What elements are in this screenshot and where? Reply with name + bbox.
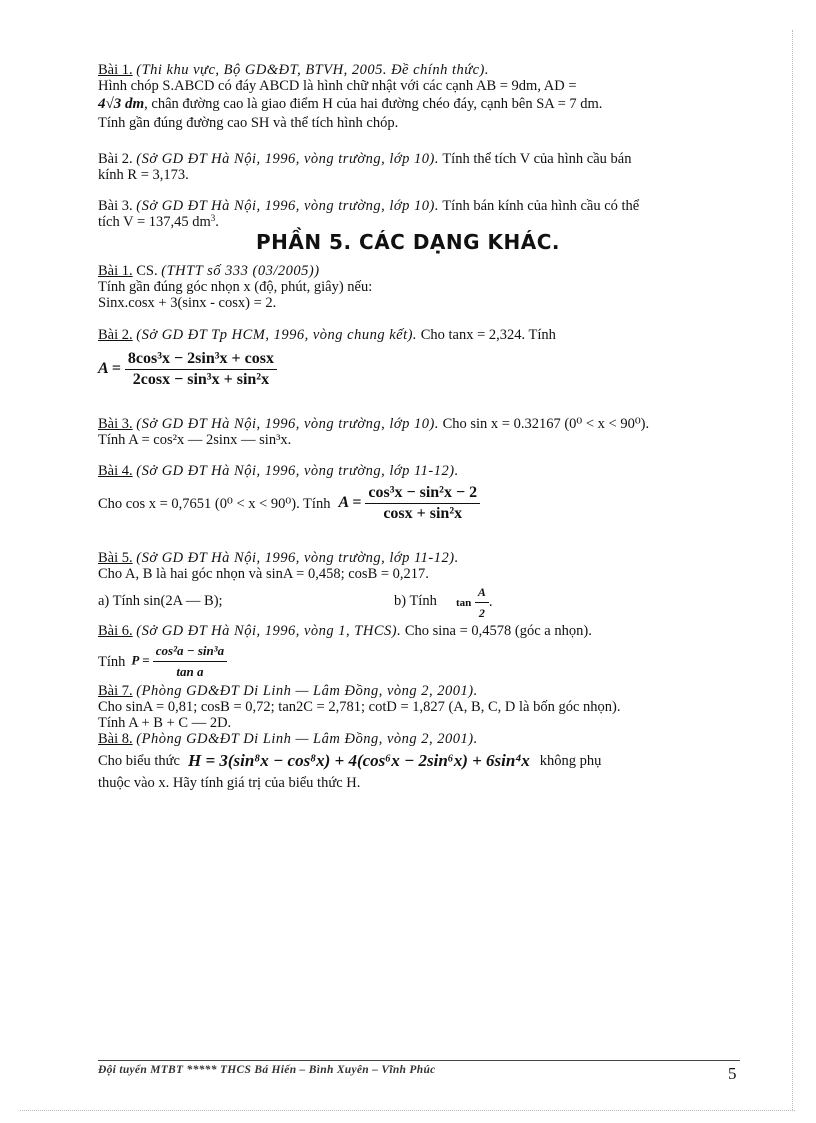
exercise-source: (THTT số 333 (03/2005)) bbox=[161, 263, 320, 279]
exercise-text: Cho sin x = 0.32167 (0⁰ < x < 90⁰). bbox=[442, 416, 650, 432]
exercise-text: Cho biểu thức bbox=[98, 753, 180, 769]
problem-label: Bài 3. bbox=[98, 198, 133, 214]
exercise-text: Cho A, B là hai góc nhọn và sinA = 0,458; cosB = 0,217. bbox=[98, 566, 429, 582]
footer-text: Đội tuyển MTBT ***** THCS Bá Hiến – Bình Xuyên – Vĩnh Phúc bbox=[98, 1064, 436, 1076]
part-b: b) Tính bbox=[394, 593, 437, 609]
problem-label: Bài 1. bbox=[98, 62, 133, 78]
exercise-text: Tính gần đúng góc nhọn x (độ, phút, giây) nếu: bbox=[98, 279, 373, 295]
page-border-right bbox=[792, 30, 793, 1110]
fraction-numerator: cos²a − sin³a bbox=[153, 643, 227, 662]
fraction-denominator: tan a bbox=[176, 664, 204, 679]
exercise-label: Bài 5. bbox=[98, 550, 133, 566]
exercise-label: Bài 4. bbox=[98, 463, 133, 479]
exercise-2 bbox=[98, 327, 740, 388]
exercise-tag: CS. bbox=[136, 263, 158, 279]
exercise-label: Bài 3. bbox=[98, 416, 133, 432]
exercise-label: Bài 7. bbox=[98, 683, 133, 699]
tan-fraction bbox=[456, 584, 493, 621]
exercise-text: không phụ bbox=[539, 753, 602, 769]
problem-3-sphere-radius bbox=[98, 198, 740, 230]
problem-text: tích V = 137,45 dm bbox=[98, 214, 211, 230]
fraction bbox=[475, 584, 489, 621]
exercise-source: (Sở GD ĐT Tp HCM, 1996, vòng chung kết). bbox=[136, 327, 418, 343]
exercise-source: (Sở GD ĐT Hà Nội, 1996, vòng trường, lớp 11-12). bbox=[136, 463, 459, 479]
formula-lhs: A = bbox=[98, 360, 121, 378]
exercise-source: (Phòng GD&ĐT Di Linh — Lâm Đồng, vòng 2, 2001). bbox=[136, 683, 478, 699]
exercise-3 bbox=[98, 416, 740, 448]
exercise-label: Bài 2. bbox=[98, 327, 133, 343]
formula-row bbox=[98, 485, 740, 522]
footer-rule bbox=[98, 1060, 740, 1061]
fraction-denominator: 2cosx − sin³x + sin²x bbox=[132, 371, 270, 388]
exercise-label: Bài 6. bbox=[98, 623, 133, 639]
punctuation: . bbox=[215, 214, 219, 230]
fraction-numerator: 8cos³x − 2sin³x + cosx bbox=[125, 351, 277, 370]
fraction-denominator: 2 bbox=[478, 606, 485, 620]
exercise-source: (Sở GD ĐT Hà Nội, 1996, vòng trường, lớp 10). bbox=[136, 416, 439, 432]
problem-source: (Sở GD ĐT Hà Nội, 1996, vòng trường, lớp 10). bbox=[136, 151, 439, 167]
page-number: 5 bbox=[728, 1064, 737, 1083]
exercise-text: thuộc vào x. Hãy tính giá trị của biểu thức H. bbox=[98, 775, 361, 791]
problem-text: Tính gần đúng đường cao SH và thể tích hình chóp. bbox=[98, 115, 399, 131]
problem-label: Bài 2. bbox=[98, 151, 133, 167]
exercise-8 bbox=[98, 731, 740, 791]
punctuation: . bbox=[488, 593, 493, 610]
problem-text: Tính thể tích V của hình cầu bán bbox=[442, 151, 632, 167]
exercise-text: Tính bbox=[98, 653, 126, 670]
exercise-5 bbox=[98, 550, 740, 618]
problem-text: Tính bán kính của hình cầu có thể bbox=[442, 198, 640, 214]
exercise-1 bbox=[98, 263, 740, 311]
exercise-source: (Sở GD ĐT Hà Nội, 1996, vòng trường, lớp 11-12). bbox=[136, 550, 459, 566]
tan-label: tan bbox=[456, 596, 472, 609]
exercise-source: (Sở GD ĐT Hà Nội, 1996, vòng 1, THCS). bbox=[136, 623, 402, 639]
exercise-label: Bài 8. bbox=[98, 731, 133, 747]
formula-lhs: P = bbox=[131, 652, 150, 668]
exercise-text: Cho tanx = 2,324. Tính bbox=[420, 327, 556, 343]
problem-text: , chân đường cao là giao điểm H của hai đường chéo đáy, cạnh bên SA = 7 dm. bbox=[144, 96, 603, 112]
exercise-text: Cho sina = 0,4578 (góc a nhọn). bbox=[404, 623, 592, 639]
exercise-4 bbox=[98, 463, 740, 522]
exercise-label: Bài 1. bbox=[98, 263, 133, 279]
exercise-text: Sinx.cosx + 3(sinx - cosx) = 2. bbox=[98, 295, 277, 311]
fraction-numerator: cos³x − sin²x − 2 bbox=[365, 485, 480, 504]
exercise-6 bbox=[98, 623, 740, 680]
formula-H: H = 3(sin⁸x − cos⁸x) + 4(cos⁶x − 2sin⁶x) + 6sin⁴x bbox=[187, 751, 530, 770]
math-value: 4√3 dm bbox=[98, 96, 145, 112]
fraction-denominator: cosx + sin²x bbox=[383, 505, 463, 522]
superscript: 3 bbox=[210, 213, 216, 223]
formula-A bbox=[98, 351, 740, 388]
problem-source: (Thi khu vực, Bộ GD&ĐT, BTVH, 2005. Đề chính thức). bbox=[136, 62, 490, 78]
problem-1-pyramid bbox=[98, 62, 740, 131]
formula-row bbox=[98, 753, 740, 769]
fraction bbox=[365, 485, 480, 522]
problem-text: Hình chóp S.ABCD có đáy ABCD là hình chữ nhật với các cạnh AB = 9dm, AD = bbox=[98, 78, 577, 94]
exercise-parts bbox=[98, 584, 740, 618]
problem-2-sphere-volume bbox=[98, 151, 740, 183]
part-a: a) Tính sin(2A — B); bbox=[98, 593, 223, 609]
problem-source: (Sở GD ĐT Hà Nội, 1996, vòng trường, lớp 10). bbox=[136, 198, 439, 214]
exercise-text: Cho sinA = 0,81; cosB = 0,72; tan2C = 2,781; cotD = 1,827 (A, B, C, D là bốn góc nhọn). bbox=[98, 699, 621, 715]
formula-row bbox=[98, 643, 740, 680]
exercise-text: Tính A = cos²x — 2sinx — sin³x. bbox=[98, 432, 292, 448]
exercise-text: Tính A + B + C — 2D. bbox=[98, 715, 232, 731]
fraction-numerator: A bbox=[475, 584, 489, 603]
exercise-source: (Phòng GD&ĐT Di Linh — Lâm Đồng, vòng 2, 2001). bbox=[136, 731, 478, 747]
exercise-7 bbox=[98, 683, 740, 731]
exercise-text: Cho cos x = 0,7651 (0⁰ < x < 90⁰). Tính bbox=[98, 495, 331, 512]
fraction bbox=[125, 351, 277, 388]
fraction bbox=[153, 643, 227, 680]
formula-lhs: A = bbox=[338, 494, 362, 512]
problem-text: kính R = 3,173. bbox=[98, 167, 189, 183]
page-border-bottom bbox=[20, 1110, 795, 1111]
section-heading: PHẦN 5. CÁC DẠNG KHÁC. bbox=[255, 230, 561, 254]
